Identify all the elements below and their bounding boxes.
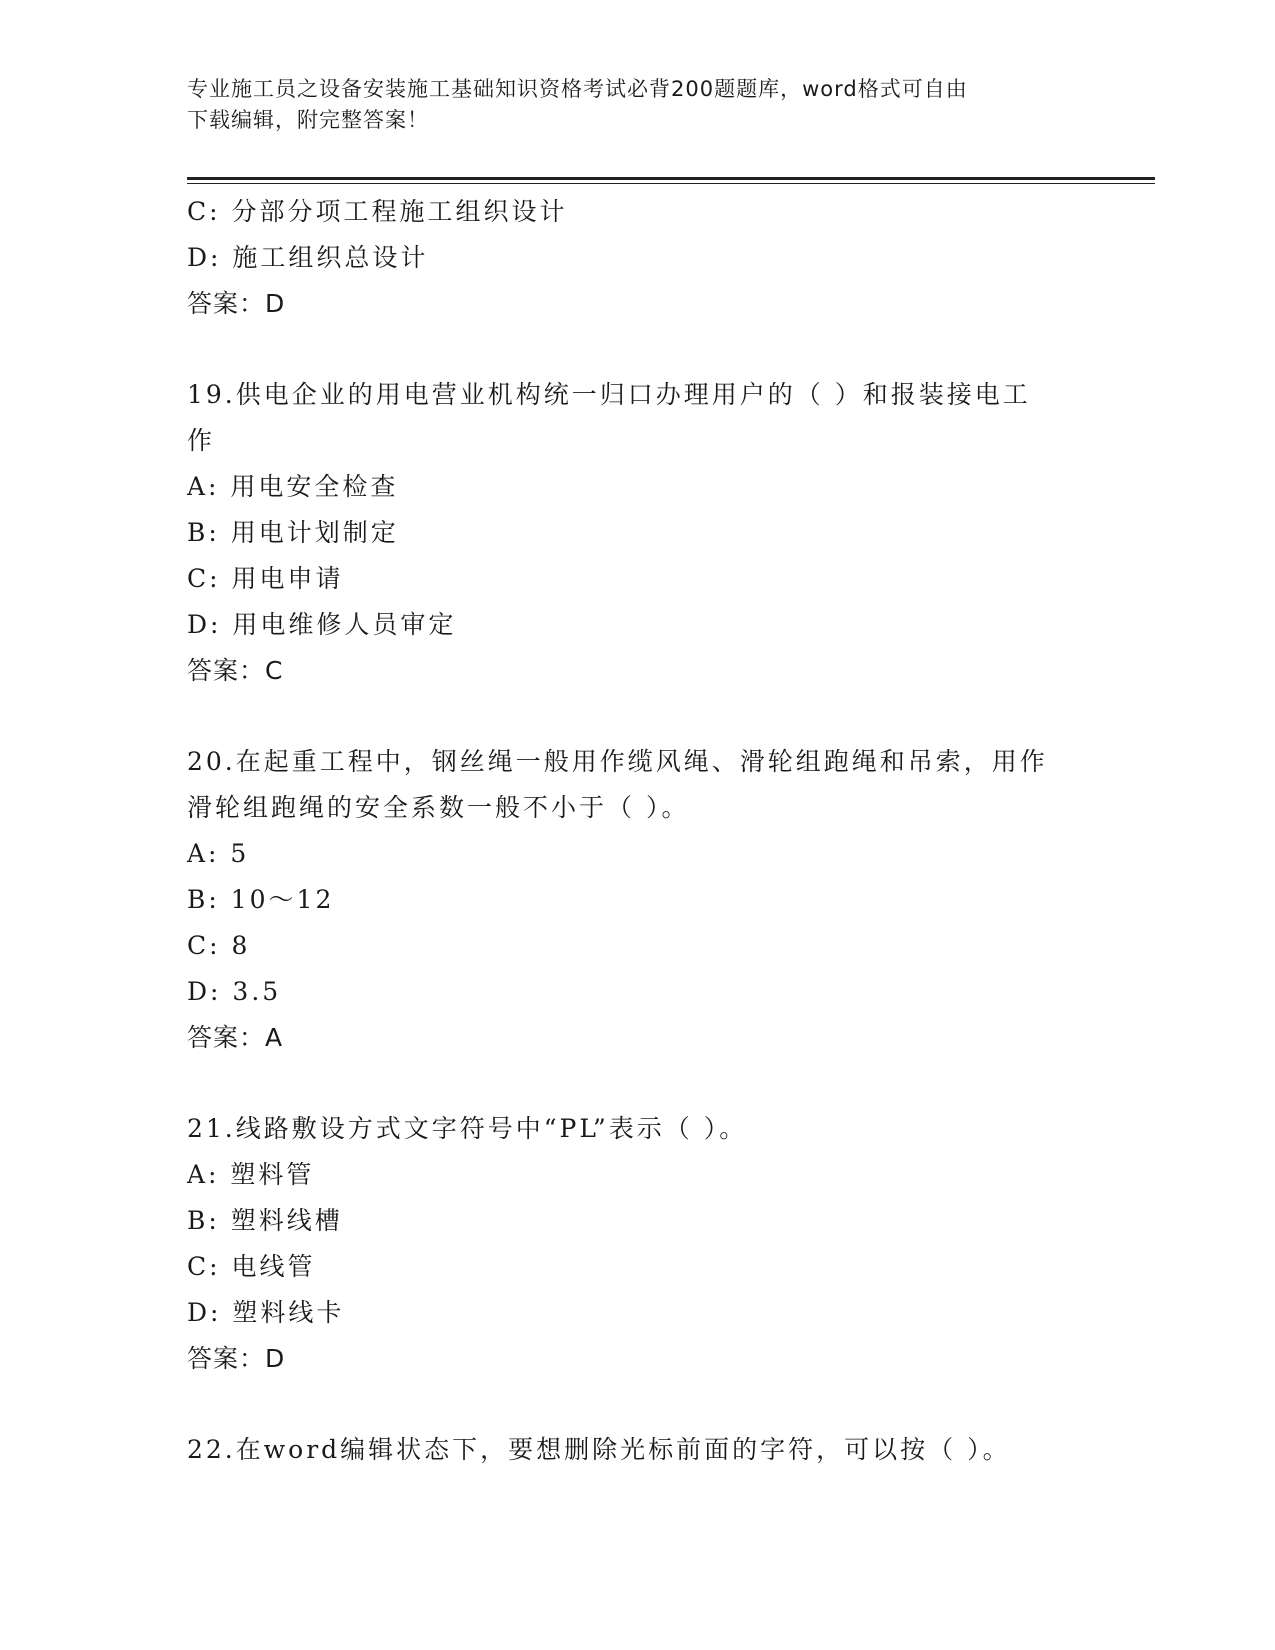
option-a: A: 塑料管 (187, 1160, 315, 1189)
question-continued (187, 189, 1087, 327)
answer: 答案：D (187, 289, 286, 318)
header-line-1: 专业施工员之设备安装施工基础知识资格考试必背200题题库，word格式可自由 (187, 77, 968, 101)
option-b: B: 塑料线槽 (187, 1206, 343, 1235)
option-d: D: 用电维修人员审定 (187, 610, 457, 639)
question-stem: 20.在起重工程中，钢丝绳一般用作缆风绳、滑轮组跑绳和吊索，用作 (187, 747, 1048, 776)
answer: 答案：C (187, 656, 284, 685)
answer: 答案：A (187, 1023, 284, 1052)
question-21 (187, 1106, 1087, 1382)
question-stem: 21.线路敷设方式文字符号中“PL”表示（ ）。 (187, 1114, 748, 1143)
option-d: D: 3.5 (187, 977, 282, 1006)
option-a: A: 5 (187, 839, 250, 868)
header-line-2: 下载编辑，附完整答案！ (187, 108, 429, 132)
question-22 (187, 1427, 1087, 1473)
question-stem: 22.在word编辑状态下，要想删除光标前面的字符，可以按（ ）。 (187, 1435, 1011, 1464)
option-c: C: 8 (187, 931, 251, 960)
option-b: B: 用电计划制定 (187, 518, 399, 547)
option-b: B: 10～12 (187, 885, 335, 914)
question-stem: 19.供电企业的用电营业机构统一归口办理用户的（ ）和报装接电工 (187, 380, 1031, 409)
header-divider-thin (187, 183, 1155, 184)
document-header (187, 74, 1077, 136)
option-c: C: 用电申请 (187, 564, 344, 593)
header-divider-thick (187, 177, 1155, 180)
option-c: C: 电线管 (187, 1252, 316, 1281)
answer: 答案：D (187, 1344, 286, 1373)
question-stem-cont: 作 (187, 426, 216, 455)
option-d: D: 塑料线卡 (187, 1298, 345, 1327)
option-d: D: 施工组织总设计 (187, 243, 429, 272)
question-20 (187, 739, 1087, 1061)
spacer (187, 327, 1087, 372)
question-list (187, 189, 1087, 1473)
spacer (187, 1061, 1087, 1106)
question-19 (187, 372, 1087, 694)
option-c: C: 分部分项工程施工组织设计 (187, 197, 568, 226)
question-stem-cont: 滑轮组跑绳的安全系数一般不小于（ ）。 (187, 793, 690, 822)
spacer (187, 694, 1087, 739)
spacer (187, 1382, 1087, 1427)
option-a: A: 用电安全检查 (187, 472, 399, 501)
